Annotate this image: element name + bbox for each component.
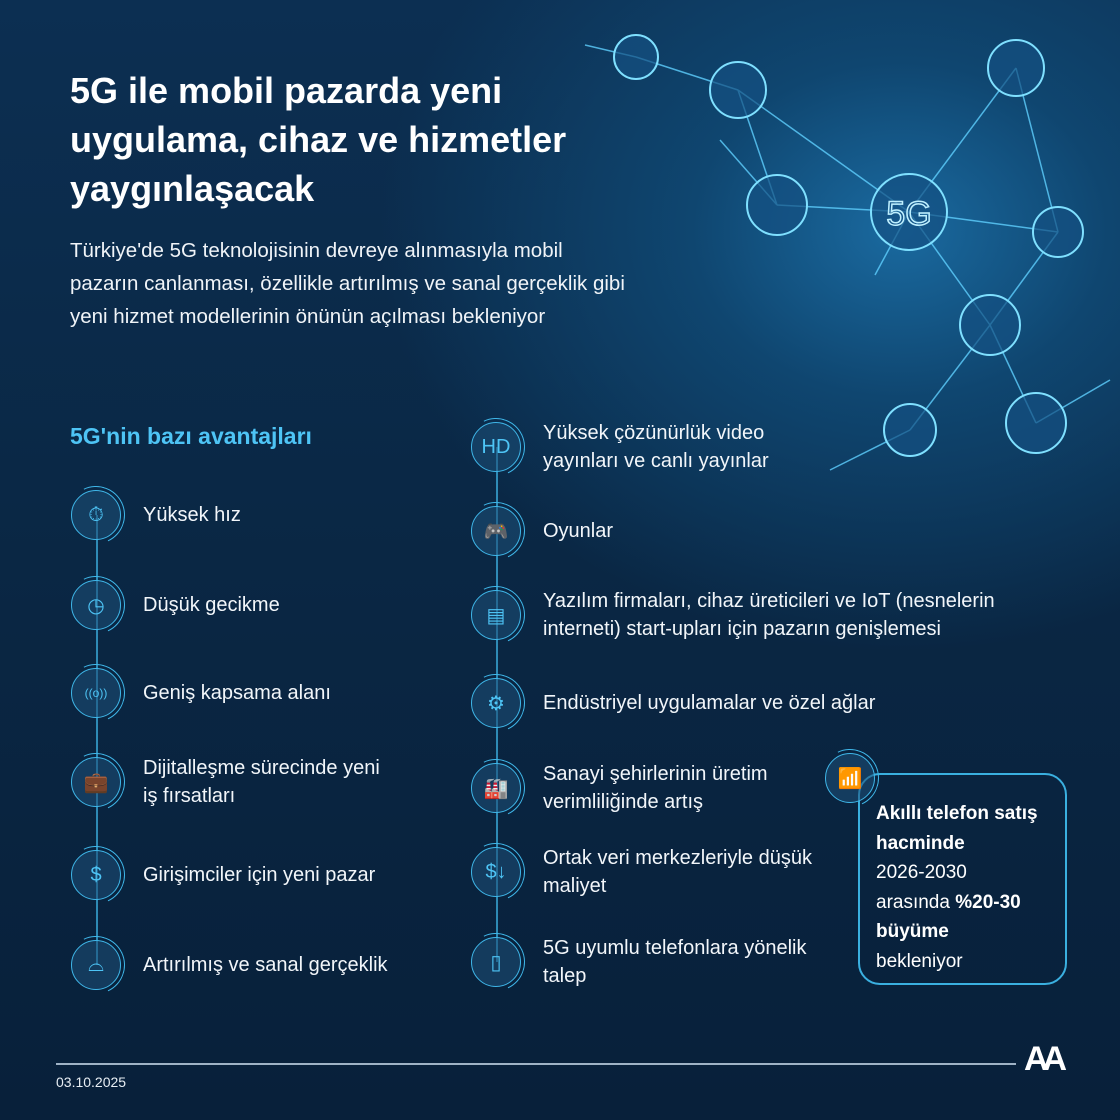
gear-dollar-icon: $	[71, 850, 121, 900]
briefcase-hand-icon: 💼	[71, 757, 121, 807]
tower-node	[988, 40, 1044, 96]
callout-box	[858, 773, 1067, 985]
gamepad-icon: 🎮	[471, 506, 521, 556]
home-node	[1033, 207, 1083, 257]
smartphone-icon: ▯	[471, 937, 521, 987]
advantage-item: Dijitalleşme sürecinde yeni iş fırsatları	[143, 757, 380, 807]
advantage-item: Yazılım firmaları, cihaz üreticileri ve IoT (nesnelerin interneti) start-upları için pazarın genişlemesi	[543, 590, 995, 640]
advantage-item: Yüksek hız	[143, 504, 241, 526]
factory-icon: 🏭	[471, 763, 521, 813]
page-title: 5G ile mobil pazarda yeni uygulama, cihaz ve hizmetler yaygınlaşacak	[70, 70, 567, 209]
footer-divider	[56, 1063, 1016, 1065]
clock-alert-icon: ◷	[71, 580, 121, 630]
advantage-item: Sanayi şehirlerinin üretim verimliliğinde artış	[543, 763, 768, 813]
aa-logo: AA	[1024, 1040, 1062, 1078]
section-title: 5G'nin bazı avantajları	[70, 423, 312, 449]
callout-line: büyüme	[876, 921, 949, 942]
hd-video-icon: HD	[471, 422, 521, 472]
callout-line: bekleniyor	[876, 950, 963, 972]
advantage-item: Endüstriyel uygulamalar ve özel ağlar	[543, 692, 876, 714]
globe-node	[747, 175, 807, 235]
software-icon: ▤	[471, 590, 521, 640]
industry-gear-icon: ⚙	[471, 678, 521, 728]
callout-line: arasında	[876, 891, 956, 913]
vr-headset-icon: ⌓	[71, 940, 121, 990]
advantage-item: Yüksek çözünürlük video yayınları ve canlı yayınlar	[543, 422, 769, 472]
cloud-node	[960, 295, 1020, 355]
growth-chart-icon: 📶	[825, 753, 875, 803]
subtitle: Türkiye'de 5G teknolojisinin devreye alınmasıyla mobil pazarın canlanması, özellikle artırılmış ve sanal gerçeklik gibi yeni hizmet modellerinin önünün açılması bekleniyor	[70, 239, 625, 328]
location-node	[884, 404, 936, 456]
stopwatch-icon: ⏱	[71, 490, 121, 540]
advantage-item: Geniş kapsama alanı	[143, 682, 331, 704]
callout-line: Akıllı telefon satış	[876, 803, 1038, 824]
date: 03.10.2025	[56, 1074, 127, 1090]
advantage-item: Oyunlar	[543, 520, 614, 542]
data-center-cost-icon: $↓	[471, 847, 521, 897]
callout-percent: %20-30	[955, 891, 1021, 913]
advantage-item: Girişimciler için yeni pazar	[143, 864, 376, 886]
advantage-item: 5G uyumlu telefonlara yönelik talep	[543, 937, 807, 987]
callout-years: 2026-2030	[876, 862, 967, 883]
advantage-item: Artırılmış ve sanal gerçeklik	[143, 954, 388, 976]
advantage-item: Ortak veri merkezleriyle düşük maliyet	[543, 847, 812, 897]
phone-node	[1006, 393, 1066, 453]
signal-node	[710, 62, 766, 118]
5g-hub-label: 5G	[886, 195, 932, 233]
signal-waves-icon: ((o))	[71, 668, 121, 718]
callout-line: hacminde	[876, 832, 965, 854]
advantage-item: Düşük gecikme	[143, 594, 280, 616]
